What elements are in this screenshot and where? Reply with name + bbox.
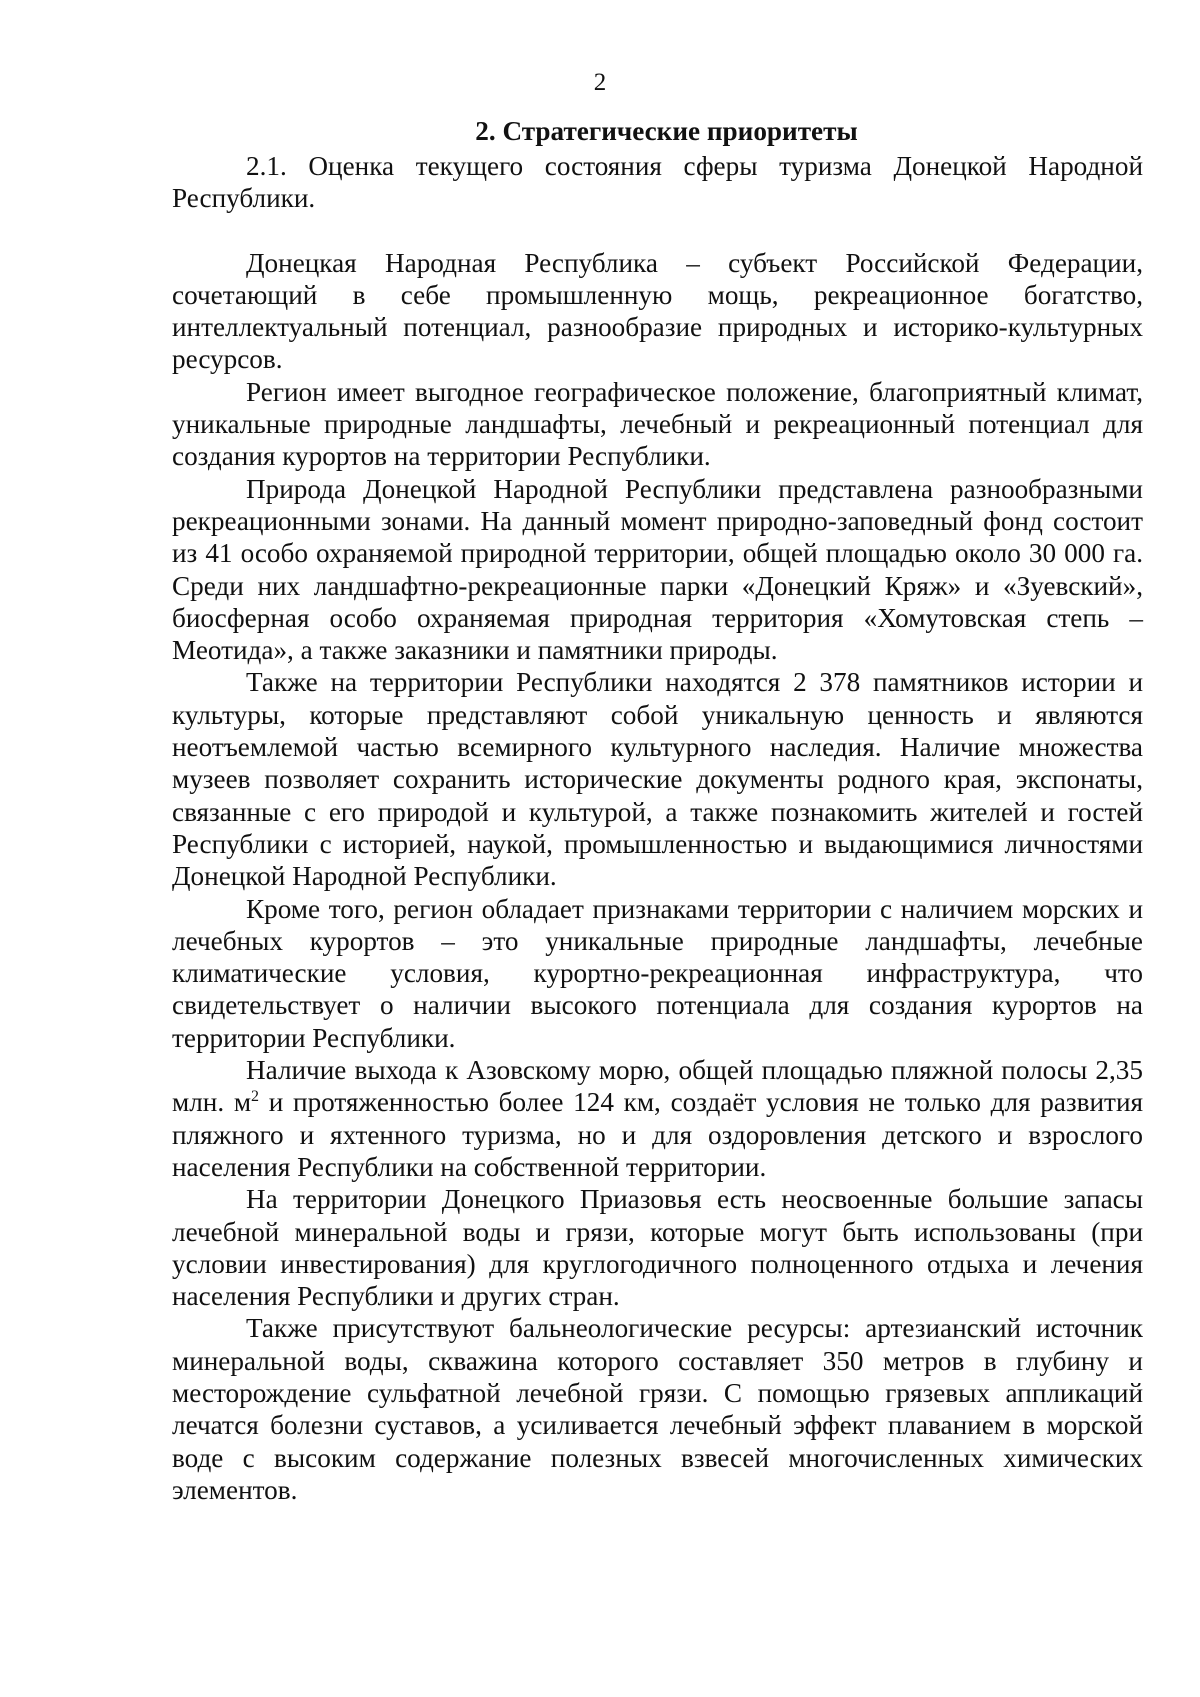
paragraph: На территории Донецкого Приазовья есть неосвоенные большие запасы лечебной минеральной воды и грязи, которые могут быть использованы (при условии инвестирования) для круглогодичного полноценного отдыха и лечения населения Республики и других стран. — [172, 1184, 1143, 1312]
paragraph-azov-text-end: и протяженностью более 124 км, создаёт условия не только для развития пляжного и яхтенного туризма, но и для оздоровления детского и взрослого населения Республики на собственной территории. — [172, 1087, 1143, 1182]
area-unit-superscript: 2 — [251, 1088, 260, 1106]
paragraph: Донецкая Народная Республика – субъект Российской Федерации, сочетающий в себе промышленную мощь, рекреационное богатство, интеллектуальный потенциал, разнообразие природных и историко-культурных ресурсов. — [172, 247, 1143, 375]
paragraph: Регион имеет выгодное географическое положение, благоприятный климат, уникальные природные ландшафты, лечебный и рекреационный потенциал для создания курортов на территории Республики. — [172, 376, 1143, 472]
paragraph: Также на территории Республики находятся 2 378 памятников истории и культуры, которые представляют собой уникальную ценность и являются неотъемлемой частью всемирного культурного наследия. Наличие множества музеев позволяет сохранить исторические документы родного края, экспонаты, связанные с его природой и культурой, а также познакомить жителей и гостей Республики с историей, наукой, промышленностью и выдающимися личностями Донецкой Народной Республики. — [172, 667, 1143, 892]
paragraph-azov-text-start: Наличие выхода к Азовскому морю, общей площадью пляжной полосы 2,35 млн. м — [172, 1055, 1143, 1118]
page-number: 2 — [593, 69, 607, 96]
paragraph: Также присутствуют бальнеологические ресурсы: артезианский источник минеральной воды, скважина которого составляет 350 метров в глубину и месторождение сульфатной лечебной грязи. С помощью грязевых аппликаций лечатся болезни суставов, а усиливается лечебный эффект плаванием в морской воде с высоким содержание полезных взвесей многочисленных химических элементов. — [172, 1313, 1143, 1505]
page-body — [172, 112, 1143, 1506]
paragraph-azov — [172, 1054, 1143, 1183]
paragraph: Природа Донецкой Народной Республики представлена разнообразными рекреационными зонами. На данный момент природно-заповедный фонд состоит из 41 особо охраняемой природной территории, общей площадью около 30 000 га. Среди них ландшафтно-рекреационные парки «Донецкий Кряж» и «Зуевский», биосферная особо охраняемая природная территория «Хомутовская степь – Меотида», а также заказники и памятники природы. — [172, 473, 1143, 666]
paragraph: Кроме того, регион обладает признаками территории с наличием морских и лечебных курортов – это уникальные природные ландшафты, лечебные климатические условия, курортно-рекреационная инфраструктура, что свидетельствует о наличии высокого потенциала для создания курортов на территории Республики. — [172, 893, 1143, 1053]
subsection-title: 2.1. Оценка текущего состояния сферы туризма Донецкой Народной Республики. — [172, 151, 1143, 214]
section-heading: 2. Стратегические приоритеты — [475, 116, 858, 146]
